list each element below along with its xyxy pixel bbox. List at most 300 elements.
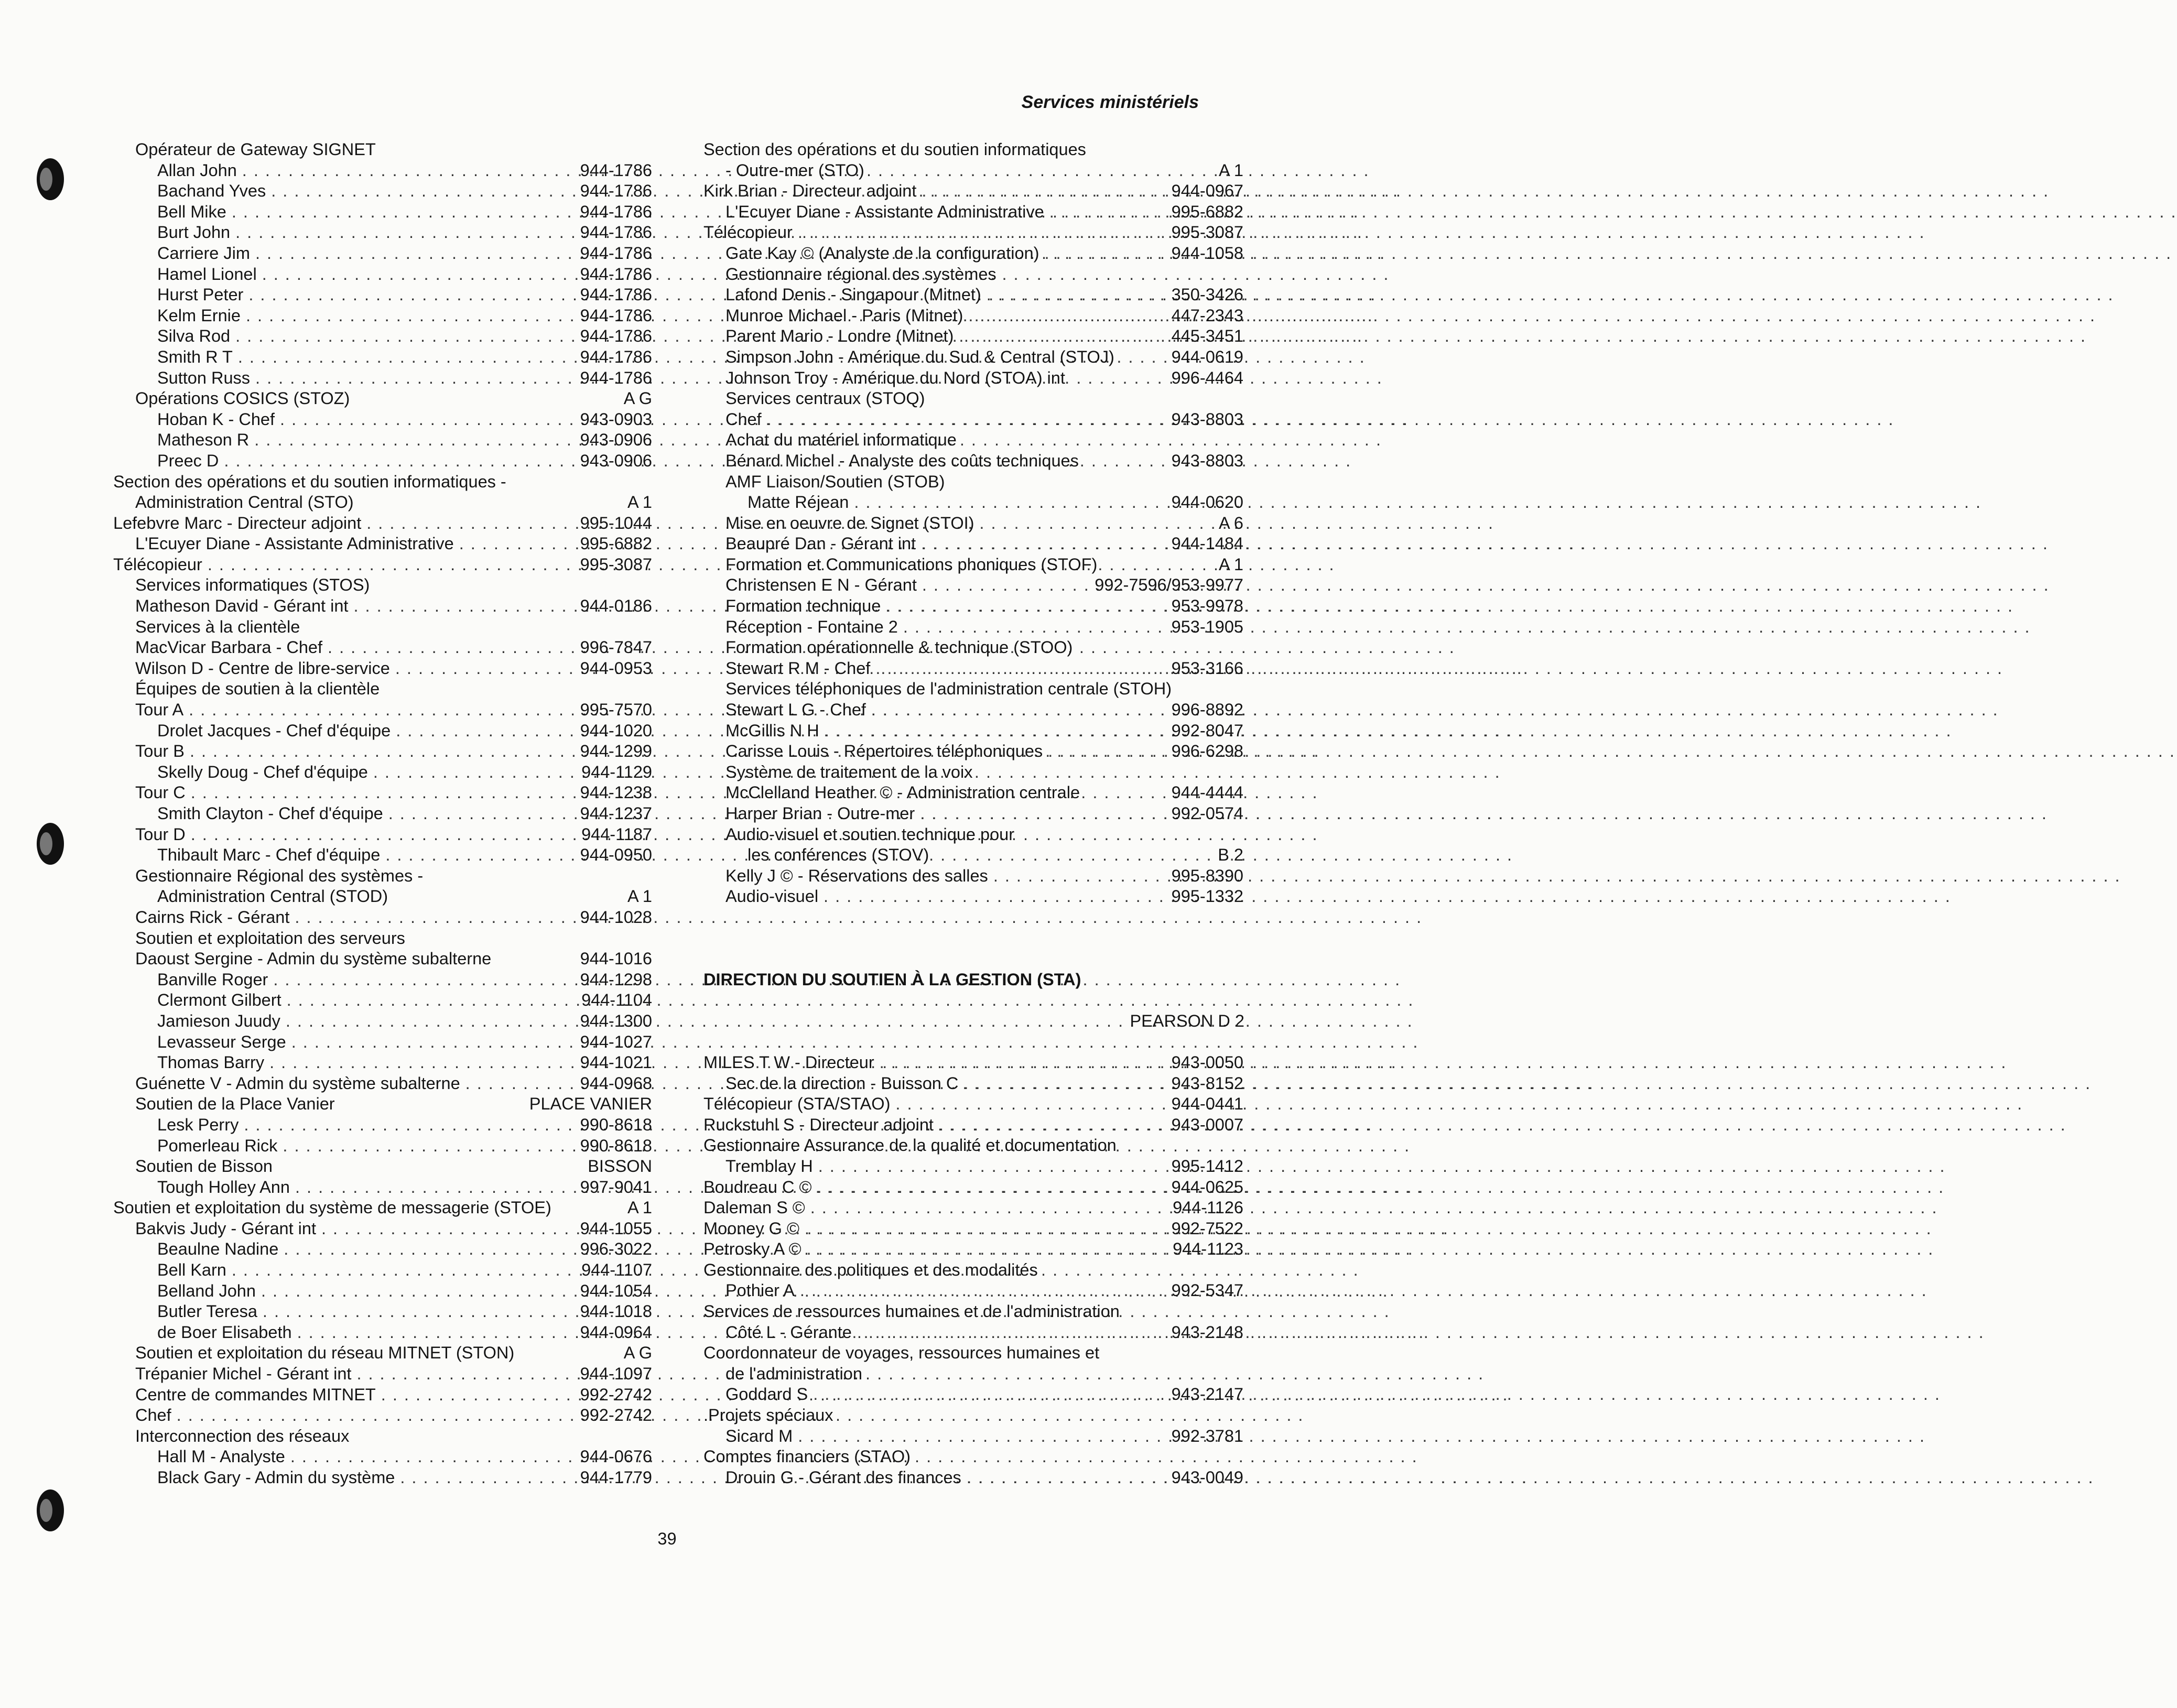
leader-dots xyxy=(875,658,1166,679)
leader-dots xyxy=(177,1405,575,1426)
entry-phone: 944-0186 xyxy=(580,596,652,616)
leader-dots xyxy=(295,1177,575,1198)
directory-entry xyxy=(703,1135,1244,1156)
entry-name: Chef xyxy=(725,409,762,429)
leader-dots xyxy=(395,658,575,679)
entry-name: Matheson R xyxy=(157,430,250,450)
directory-entry xyxy=(703,1405,1244,1426)
directory-entry xyxy=(113,1446,653,1467)
directory-entry xyxy=(703,1301,1244,1322)
entry-name: Lafond Denis - Singapour (Mitnet) xyxy=(725,285,981,304)
leader-dots xyxy=(328,637,575,658)
entry-name: Formation opérationnelle & technique (STOO) xyxy=(725,638,1073,657)
directory-entry xyxy=(113,866,653,887)
entry-phone: PLACE VANIER xyxy=(529,1094,652,1114)
entry-phone: 944-1238 xyxy=(580,783,652,802)
entry-name: Kirk Brian - Directeur adjoint xyxy=(703,181,917,201)
leader-dots xyxy=(286,1011,575,1032)
entry-name: Formation technique xyxy=(725,596,881,616)
leader-dots xyxy=(191,782,575,803)
entry-phone: 944-1028 xyxy=(580,907,652,927)
entry-name: Pothier A xyxy=(725,1281,795,1300)
directory-entry xyxy=(113,534,653,554)
directory-entry xyxy=(703,451,1244,472)
directory-entry xyxy=(703,554,1244,575)
directory-entry xyxy=(703,1219,1244,1239)
entry-name: Services de ressources humaines et de l'administration xyxy=(703,1302,1120,1321)
entry-name: Tour D xyxy=(135,824,186,844)
leader-dots xyxy=(871,700,1166,721)
leader-dots xyxy=(295,907,575,928)
entry-name: Drolet Jacques - Chef d'équipe xyxy=(157,721,391,740)
directory-entry xyxy=(113,264,653,285)
entry-name: Soutien et exploitation des serveurs xyxy=(135,928,405,948)
entry-name: Opérateur de Gateway SIGNET xyxy=(135,140,376,159)
leader-dots xyxy=(262,264,575,285)
entry-phone: 447-2343 xyxy=(1171,306,1243,325)
directory-entry xyxy=(113,782,653,803)
entry-name: Carisse Louis - Répertoires téléphoniques xyxy=(725,742,1043,761)
entry-name: Hurst Peter xyxy=(157,285,244,304)
directory-entry xyxy=(703,388,1244,409)
directory-entry xyxy=(113,1426,653,1447)
leader-dots xyxy=(246,306,575,327)
entry-name: McClelland Heather © - Administration centrale xyxy=(725,783,1080,802)
directory-entry xyxy=(113,306,653,327)
directory-entry xyxy=(703,409,1244,430)
leader-dots xyxy=(459,534,575,554)
entry-phone: 943-0049 xyxy=(1171,1467,1243,1487)
entry-phone: 944-1786 xyxy=(580,327,652,346)
entry-name: Silva Rod xyxy=(157,327,231,346)
entry-name: Section des opérations et du soutien informatiques - xyxy=(113,472,506,491)
directory-entry xyxy=(113,181,653,202)
entry-name: Black Gary - Admin du système xyxy=(157,1468,395,1487)
entry-name: Stewart L G - Chef xyxy=(725,700,866,720)
leader-dots xyxy=(922,181,1166,202)
directory-entry xyxy=(703,637,1244,658)
leader-dots xyxy=(1049,202,1166,223)
directory-entry xyxy=(113,949,653,970)
leader-dots xyxy=(271,181,575,202)
entry-name: Petrosky A © xyxy=(703,1239,802,1259)
leader-dots xyxy=(767,409,1166,430)
entry-name: L'Ecuyer Diane - Assistante Administrative xyxy=(135,534,454,553)
directory-entry xyxy=(113,222,653,243)
directory-entry xyxy=(703,1343,1244,1364)
entry-name: Matheson David - Gérant int xyxy=(135,596,349,616)
leader-dots xyxy=(396,721,575,742)
directory-entry xyxy=(703,202,1244,223)
directory-entry xyxy=(703,1280,1244,1301)
directory-entry xyxy=(113,1385,653,1406)
entry-phone: 944-1786 xyxy=(580,160,652,180)
entry-name: Thomas Barry xyxy=(157,1053,265,1072)
entry-phone: 995-1332 xyxy=(1171,887,1243,906)
entry-name: Soutien et exploitation du système de messagerie (STOE) xyxy=(113,1198,551,1217)
entry-phone: 944-0950 xyxy=(580,845,652,865)
directory-entry xyxy=(703,1426,1244,1447)
directory-entry xyxy=(703,492,1244,513)
leader-dots xyxy=(880,1052,1166,1073)
entry-phone: 995-1044 xyxy=(580,513,652,532)
entry-phone: 944-1299 xyxy=(580,742,652,761)
entry-name: Clermont Gilbert xyxy=(157,991,281,1010)
entry-name: Guénette V - Admin du système subalterne xyxy=(135,1073,460,1093)
directory-entry xyxy=(703,1467,1244,1488)
directory-entry xyxy=(113,368,653,389)
entry-phone: 990-8618 xyxy=(580,1115,652,1134)
entry-phone: 995-1412 xyxy=(1171,1156,1243,1176)
right-column-entries xyxy=(703,139,1244,907)
entry-name: Télécopieur (STA/STAO) xyxy=(703,1094,891,1114)
directory-entry xyxy=(703,306,1244,327)
entry-name: Levasseur Serge xyxy=(157,1032,286,1051)
entry-phone: 944-1786 xyxy=(580,285,652,304)
leader-dots xyxy=(895,1094,1166,1115)
entry-name: Daleman S © xyxy=(703,1198,805,1217)
entry-phone: A 1 xyxy=(1219,554,1243,574)
entry-name: MILES T W - Directeur xyxy=(703,1052,874,1072)
entry-phone: 944-1018 xyxy=(580,1302,652,1321)
directory-entry xyxy=(113,907,653,928)
entry-name: Télécopieur xyxy=(703,223,793,242)
entry-name: Cairns Rick - Gérant xyxy=(135,907,290,927)
leader-dots xyxy=(353,596,575,617)
entry-phone: 944-0968 xyxy=(580,1073,652,1093)
directory-entry xyxy=(113,1239,653,1260)
directory-entry xyxy=(113,1343,653,1364)
entry-name: Kelm Ernie xyxy=(157,306,241,325)
entry-phone: 944-1786 xyxy=(580,223,652,242)
leader-dots xyxy=(381,1385,575,1406)
leader-dots xyxy=(235,222,575,243)
entry-phone: 944-0441 xyxy=(1171,1094,1243,1114)
directory-entry xyxy=(113,1052,653,1073)
entry-phone: 992-8047 xyxy=(1171,721,1243,740)
leader-dots xyxy=(248,285,575,306)
entry-name: Belland John xyxy=(157,1281,256,1300)
directory-entry xyxy=(113,824,653,845)
entry-name: Soutien et exploitation du réseau MITNET (STON) xyxy=(135,1343,515,1363)
leader-dots xyxy=(818,1156,1166,1177)
leader-dots xyxy=(959,326,1166,347)
directory-entry xyxy=(113,1177,653,1198)
directory-entry xyxy=(113,554,653,575)
entry-name: Sec de la direction - Buisson C xyxy=(725,1073,959,1093)
entry-name: Gate Kay © (Analyste de la configuration) xyxy=(725,243,1039,263)
entry-phone: 944-1126 xyxy=(1173,1198,1243,1217)
entry-phone: 943-0050 xyxy=(1171,1052,1243,1072)
directory-entry xyxy=(703,866,1244,887)
directory-entry xyxy=(113,492,653,513)
entry-phone: 990-8618 xyxy=(580,1136,652,1155)
directory-entry xyxy=(703,368,1244,389)
directory-entry xyxy=(113,1032,653,1053)
entry-phone: 953-1905 xyxy=(1171,617,1243,636)
entry-phone: 944-1187 xyxy=(581,824,652,844)
directory-entry xyxy=(113,1073,653,1094)
directory-entry xyxy=(703,845,1244,866)
entry-phone: 997-9041 xyxy=(580,1177,652,1196)
entry-name: Achat du matériel informatique xyxy=(725,430,957,450)
directory-entry xyxy=(113,990,653,1011)
leader-dots xyxy=(269,1052,575,1073)
section-location: PEARSON D 2 xyxy=(1130,1011,1244,1030)
entry-name: Skelly Doug - Chef d'équipe xyxy=(157,762,368,781)
entry-phone: 350-3426 xyxy=(1171,285,1243,304)
entry-name: Côté L - Gérante xyxy=(725,1322,852,1342)
entry-name: Administration Central (STOD) xyxy=(157,887,388,906)
entry-phone: 944-1097 xyxy=(580,1364,652,1384)
directory-entry xyxy=(113,513,653,534)
leader-dots xyxy=(903,617,1166,638)
leader-dots xyxy=(854,492,1166,513)
entry-name: Gestionnaire des politiques et des modalités xyxy=(703,1260,1038,1279)
entry-phone: 943-0906 xyxy=(580,451,652,470)
entry-name: Kelly J © - Réservations des salles xyxy=(725,866,988,885)
entry-name: Gestionnaire Assurance de la qualité et documentation xyxy=(703,1136,1117,1155)
directory-entry xyxy=(703,472,1244,493)
entry-phone: 944-0676 xyxy=(580,1447,652,1466)
entry-name: Allan John xyxy=(157,160,237,180)
leader-dots xyxy=(993,866,1166,887)
entry-phone: A 1 xyxy=(627,887,652,906)
directory-entry xyxy=(113,451,653,472)
leader-dots xyxy=(244,1115,575,1136)
entry-phone: 944-1055 xyxy=(580,1219,652,1238)
leader-dots xyxy=(1044,243,1166,264)
right-column xyxy=(703,139,1244,1488)
entry-name: Sicard M xyxy=(725,1426,793,1445)
entry-name: Mise en oeuvre de Signet (STOI) xyxy=(725,513,974,532)
entry-phone: A 6 xyxy=(1219,513,1243,532)
entry-phone: 943-0903 xyxy=(580,409,652,429)
entry-phone: 944-1786 xyxy=(580,306,652,325)
entry-phone: 944-1123 xyxy=(1173,1239,1243,1259)
leader-dots xyxy=(388,803,575,824)
leader-dots xyxy=(798,222,1166,243)
entry-name: de Boer Elisabeth xyxy=(157,1322,292,1342)
entry-phone: 943-0906 xyxy=(580,430,652,450)
directory-entry xyxy=(703,617,1244,638)
entry-phone: 944-1300 xyxy=(580,1011,652,1030)
leader-dots xyxy=(191,824,576,845)
entry-phone: 944-1027 xyxy=(580,1032,652,1051)
directory-entry xyxy=(703,285,1244,306)
entry-phone: 944-1104 xyxy=(581,991,652,1010)
directory-entry xyxy=(113,1364,653,1385)
entry-name: Pomerleau Rick xyxy=(157,1136,278,1155)
directory-entry xyxy=(113,243,653,264)
entry-phone: 992-3781 xyxy=(1171,1426,1243,1445)
entry-phone: 943-2148 xyxy=(1171,1322,1243,1342)
entry-phone: 944-1779 xyxy=(580,1468,652,1487)
directory-entry xyxy=(703,534,1244,554)
entry-phone: 995-7570 xyxy=(580,700,652,720)
directory-entry xyxy=(113,1094,653,1115)
entry-phone: 992-5347 xyxy=(1171,1281,1243,1300)
leader-dots xyxy=(273,970,575,991)
entry-phone: 943-0007 xyxy=(1171,1115,1243,1134)
entry-name: Daoust Sergine - Admin du système subalterne xyxy=(135,949,492,969)
entry-name: Hamel Lionel xyxy=(157,264,257,284)
leader-dots xyxy=(805,1219,1166,1239)
directory-entry xyxy=(703,1177,1244,1198)
entry-phone: 944-1786 xyxy=(580,243,652,263)
entry-name: Parent Mario - Londre (Mitnet) xyxy=(725,327,954,346)
leader-dots xyxy=(224,451,575,472)
directory-entry xyxy=(113,1260,653,1281)
directory-entry xyxy=(113,1281,653,1302)
entry-name: Tour A xyxy=(135,700,184,720)
entry-name: Services téléphoniques de l'administration centrale (STOH) xyxy=(725,679,1172,699)
entry-phone: 953-3166 xyxy=(1171,658,1243,678)
entry-phone: 445-3451 xyxy=(1171,327,1243,346)
directory-entry xyxy=(113,970,653,991)
entry-name: Sutton Russ xyxy=(157,368,251,387)
entry-phone: 992-7522 xyxy=(1171,1219,1243,1238)
entry-name: Services centraux (STOQ) xyxy=(725,389,925,408)
leader-dots xyxy=(208,554,575,575)
leader-dots xyxy=(189,700,575,721)
entry-name: Burt John xyxy=(157,223,231,242)
directory-entry xyxy=(113,139,653,160)
entry-phone: 995-3087 xyxy=(1171,223,1243,242)
entry-name: Section des opérations et du soutien informatiques xyxy=(703,140,1086,159)
entry-name: Munroe Michael - Paris (Mitnet) xyxy=(725,306,963,325)
directory-entry xyxy=(113,658,653,679)
entry-name: Mooney G © xyxy=(703,1219,799,1238)
entry-name: Télécopieur xyxy=(113,554,202,574)
sta-entries xyxy=(703,1052,1244,1488)
entry-name: Bachand Yves xyxy=(157,181,266,201)
directory-entry xyxy=(113,1219,653,1239)
leader-dots xyxy=(263,1301,575,1322)
entry-name: Chef xyxy=(135,1406,171,1425)
leader-dots xyxy=(235,326,575,347)
directory-entry xyxy=(703,1364,1244,1385)
entry-name: Boudreau C © xyxy=(703,1177,812,1196)
directory-entry xyxy=(703,326,1244,347)
entry-name: Smith R T xyxy=(157,347,233,366)
punch-hole-icon xyxy=(30,1486,67,1535)
directory-entry xyxy=(113,1198,653,1219)
directory-entry xyxy=(113,637,653,658)
directory-entry xyxy=(703,803,1244,824)
entry-name: Matte Réjean xyxy=(748,493,849,512)
entry-phone: 996-4464 xyxy=(1171,368,1243,387)
entry-phone: 944-1786 xyxy=(580,368,652,387)
leader-dots xyxy=(287,990,576,1011)
leader-dots xyxy=(242,160,575,181)
leader-dots xyxy=(261,1281,575,1302)
punch-hole-icon xyxy=(30,820,67,868)
entry-phone: 944-0625 xyxy=(1171,1177,1243,1196)
directory-entry xyxy=(113,1322,653,1343)
entry-name: Soutien de Bisson xyxy=(135,1157,273,1176)
directory-entry xyxy=(703,824,1244,845)
entry-name: Tour C xyxy=(135,783,186,802)
entry-phone: 995-6882 xyxy=(580,534,652,553)
entry-name: Bell Mike xyxy=(157,202,226,221)
leader-dots xyxy=(284,1239,575,1260)
directory-entry xyxy=(703,1073,1244,1094)
entry-name: .Projets spéciaux xyxy=(703,1406,833,1425)
entry-name: Johnson Troy - Amérique du Nord (STOA) int xyxy=(725,368,1065,387)
directory-entry xyxy=(113,1136,653,1157)
leader-dots xyxy=(255,243,575,264)
leader-dots xyxy=(963,1073,1166,1094)
entry-name: Gestionnaire Régional des systèmes - xyxy=(135,866,424,885)
leader-dots xyxy=(798,1426,1166,1447)
directory-entry xyxy=(703,886,1244,907)
entry-name: de l'administration xyxy=(725,1364,862,1383)
leader-dots xyxy=(238,347,575,368)
entry-name: Hall M - Analyste xyxy=(157,1447,285,1466)
entry-phone: 996-8892 xyxy=(1171,700,1243,720)
leader-dots xyxy=(290,1446,575,1467)
entry-name: Interconnection des réseaux xyxy=(135,1426,350,1445)
leader-dots xyxy=(465,1073,575,1094)
directory-entry xyxy=(703,1384,1244,1405)
entry-name: Beaulne Nadine xyxy=(157,1239,279,1259)
leader-dots xyxy=(800,1280,1166,1301)
directory-entry xyxy=(113,886,653,907)
entry-phone: 944-0619 xyxy=(1171,347,1243,366)
entry-name: Audio-visuel xyxy=(725,887,819,906)
leader-dots xyxy=(321,1219,575,1239)
leader-dots xyxy=(1048,741,1166,762)
entry-phone: 995-3087 xyxy=(580,554,652,574)
entry-phone: 992-2742 xyxy=(580,1406,652,1425)
entry-name: Coordonnateur de voyages, ressources humaines et xyxy=(703,1343,1100,1363)
leader-dots xyxy=(400,1467,575,1488)
entry-name: Preec D xyxy=(157,451,219,470)
directory-entry xyxy=(703,181,1244,202)
directory-entry xyxy=(113,617,653,638)
directory-entry xyxy=(703,1115,1244,1136)
page-header-title: Services ministériels xyxy=(1021,92,1199,112)
leader-dots xyxy=(190,741,575,762)
directory-entry xyxy=(703,222,1244,243)
entry-phone: A 1 xyxy=(1219,160,1243,180)
entry-name: Wilson D - Centre de libre-service xyxy=(135,658,390,678)
punch-hole-icon xyxy=(30,155,67,203)
directory-entry xyxy=(113,845,653,866)
entry-name: Tough Holley Ann xyxy=(157,1177,290,1196)
entry-name: Harper Brian - Outre-mer xyxy=(725,804,915,823)
entry-name: Bell Karn xyxy=(157,1260,226,1280)
directory-entry xyxy=(703,1239,1244,1260)
directory-entry xyxy=(113,721,653,742)
leader-dots xyxy=(921,534,1166,554)
leader-dots xyxy=(813,1384,1166,1405)
entry-phone: 943-8152 xyxy=(1171,1073,1243,1093)
directory-entry xyxy=(703,1446,1244,1467)
entry-name: Comptes financiers (STAO) xyxy=(703,1447,911,1466)
directory-entry xyxy=(703,243,1244,264)
entry-name: Bakvis Judy - Gérant int xyxy=(135,1219,316,1238)
entry-phone: 944-0967 xyxy=(1171,181,1243,201)
directory-entry xyxy=(113,409,653,430)
entry-phone: 953-9978 xyxy=(1171,596,1243,616)
entry-phone: 944-1021 xyxy=(580,1053,652,1072)
leader-dots xyxy=(283,1136,575,1157)
directory-entry xyxy=(703,741,1244,762)
left-column xyxy=(113,139,653,1488)
leader-dots xyxy=(967,1467,1166,1488)
